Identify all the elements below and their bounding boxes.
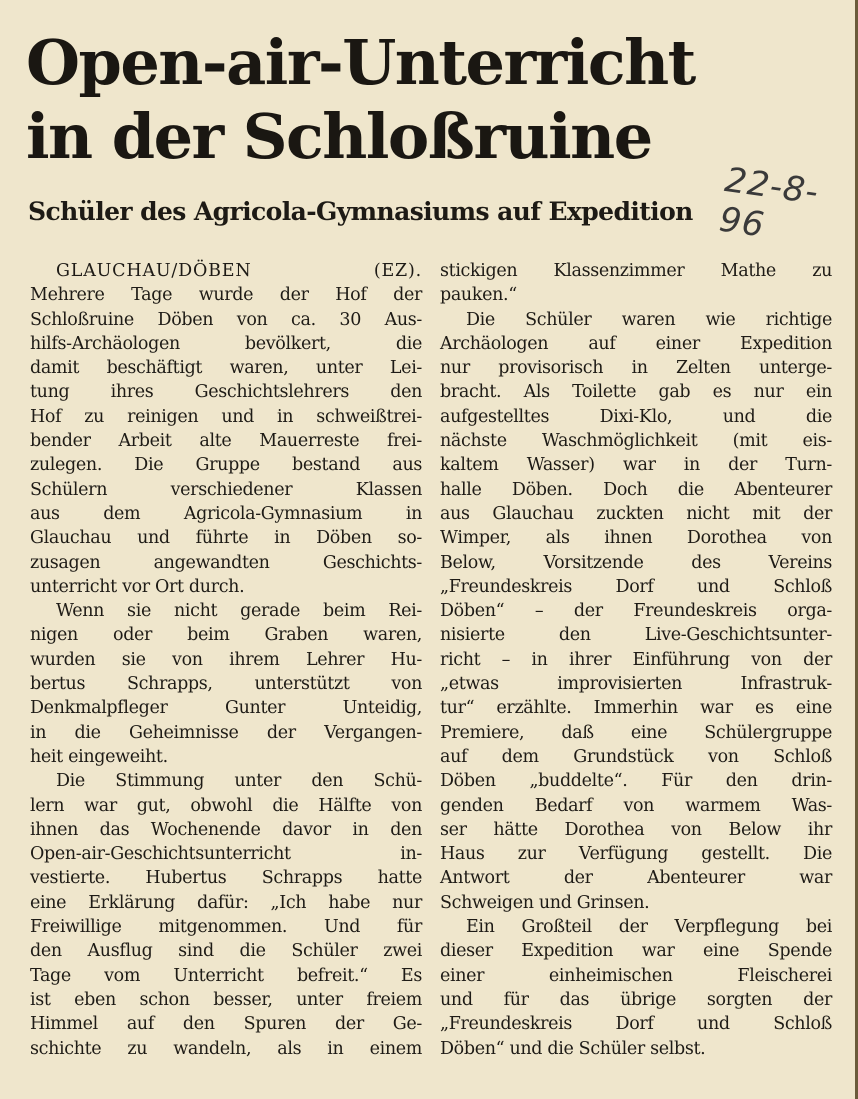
text-line: Schülern verschiedener Klassen: [30, 479, 422, 500]
text-line: Antwort der Abenteurer war: [440, 868, 832, 889]
text-line: Ein Großteil der Verpflegung bei: [466, 917, 832, 938]
text-line: „Freundeskreis Dorf und Schloß: [440, 1014, 832, 1035]
text-line: pauken.“: [440, 285, 517, 306]
text-line: stickigen Klassenzimmer Mathe zu: [440, 261, 832, 281]
text-line: „etwas improvisierten Infrastruk-: [440, 674, 832, 695]
headline: [26, 26, 786, 174]
text-line: Archäologen auf einer Expedition: [440, 333, 832, 354]
text-line: in die Geheimnisse der Vergangen-: [30, 722, 422, 743]
text-line: halle Döben. Doch die Abenteurer: [440, 479, 832, 500]
text-line: ihnen das Wochenende davor in den: [30, 819, 422, 840]
text-line: aufgestelltes Dixi-Klo, und die: [440, 406, 832, 427]
text-line: nächste Waschmöglichkeit (mit eis-: [440, 431, 832, 452]
text-line: eine Erklärung dafür: „Ich habe nur: [30, 892, 422, 913]
text-line: wurden sie von ihrem Lehrer Hu-: [30, 649, 422, 670]
text-line: aus Glauchau zuckten nicht mit der: [440, 503, 832, 524]
text-line: Döben „buddelte“. Für den drin-: [440, 771, 832, 792]
text-line: Freiwillige mitgenommen. Und für: [30, 917, 422, 938]
text-line: zusagen angewandten Geschichts-: [30, 552, 422, 573]
text-line: Wenn sie nicht gerade beim Rei-: [56, 601, 422, 622]
text-line: Tage vom Unterricht befreit.“ Es: [30, 965, 422, 986]
text-line: Glauchau und führte in Döben so-: [30, 528, 422, 549]
text-line: dieser Expedition war eine Spende: [440, 941, 832, 962]
text-line: Schweigen und Grinsen.: [440, 892, 650, 913]
text-line: Schloßruine Döben von ca. 30 Aus-: [30, 309, 422, 330]
text-line: Döben“ – der Freundeskreis orga-: [440, 601, 832, 622]
text-line: nigen oder beim Graben waren,: [30, 625, 422, 646]
text-line: tur“ erzählte. Immerhin war es eine: [440, 698, 832, 719]
text-line: ist eben schon besser, unter freiem: [30, 989, 422, 1010]
text-line: Döben“ und die Schüler selbst.: [440, 1038, 706, 1059]
headline-line-1: Open-air-Unterricht: [26, 26, 695, 99]
text-line: aus dem Agricola-Gymnasium in: [30, 503, 422, 524]
text-line: nisierte den Live-Geschichtsunter-: [440, 625, 832, 646]
text-line: Premiere, daß eine Schülergruppe: [440, 722, 832, 743]
text-line: genden Bedarf von warmem Was-: [440, 795, 832, 816]
text-line: richt – in ihrer Einführung von der: [440, 649, 832, 670]
handwritten-date: 22-8-96: [716, 160, 822, 246]
text-line: unterricht vor Ort durch.: [30, 576, 245, 597]
text-line: Mehrere Tage wurde der Hof der: [30, 285, 422, 306]
text-line: Himmel auf den Spuren der Ge-: [30, 1014, 422, 1035]
text-line: nur provisorisch in Zelten unterge-: [440, 358, 832, 379]
text-line: Denkmalpfleger Gunter Unteidig,: [30, 698, 422, 719]
text-line: bracht. Als Toilette gab es nur ein: [440, 382, 832, 403]
text-line: bertus Schrapps, unterstützt von: [30, 674, 422, 695]
text-line: kaltem Wasser) war in der Turn-: [440, 455, 832, 476]
text-line: Die Schüler waren wie richtige: [466, 309, 832, 330]
article-column-left: [30, 259, 422, 1061]
text-line: einer einheimischen Fleischerei: [440, 965, 832, 986]
text-line: Wimper, als ihnen Dorothea von: [440, 528, 832, 549]
article-column-right: [440, 259, 832, 1061]
dateline: GLAUCHAU/DÖBEN (EZ).: [56, 261, 422, 281]
text-line: den Ausflug sind die Schüler zwei: [30, 941, 422, 962]
text-line: vestierte. Hubertus Schrapps hatte: [30, 868, 422, 889]
text-line: lern war gut, obwohl die Hälfte von: [30, 795, 422, 816]
text-line: bender Arbeit alte Mauerreste frei-: [30, 431, 422, 452]
text-line: tung ihres Geschichtslehrers den: [30, 382, 422, 403]
text-line: zulegen. Die Gruppe bestand aus: [30, 455, 422, 476]
text-line: Open-air-Geschichtsunterricht in-: [30, 844, 422, 865]
text-line: „Freundeskreis Dorf und Schloß: [440, 576, 832, 597]
text-line: Below, Vorsitzende des Vereins: [440, 552, 832, 573]
text-line: ser hätte Dorothea von Below ihr: [440, 819, 832, 840]
text-line: schichte zu wandeln, als in einem: [30, 1038, 422, 1059]
text-line: Hof zu reinigen und in schweißtrei-: [30, 406, 422, 427]
text-line: hilfs-Archäologen bevölkert, die: [30, 333, 422, 354]
headline-line-2: in der Schloßruine: [26, 100, 652, 173]
text-line: Die Stimmung unter den Schü-: [56, 771, 422, 792]
text-line: Haus zur Verfügung gestellt. Die: [440, 844, 832, 865]
text-line: und für das übrige sorgten der: [440, 989, 832, 1010]
text-line: damit beschäftigt waren, unter Lei-: [30, 358, 422, 379]
text-line: heit eingeweiht.: [30, 746, 168, 767]
text-line: auf dem Grundstück von Schloß: [440, 746, 832, 767]
subheadline: Schüler des Agricola-Gymnasiums auf Expedition: [28, 197, 693, 226]
